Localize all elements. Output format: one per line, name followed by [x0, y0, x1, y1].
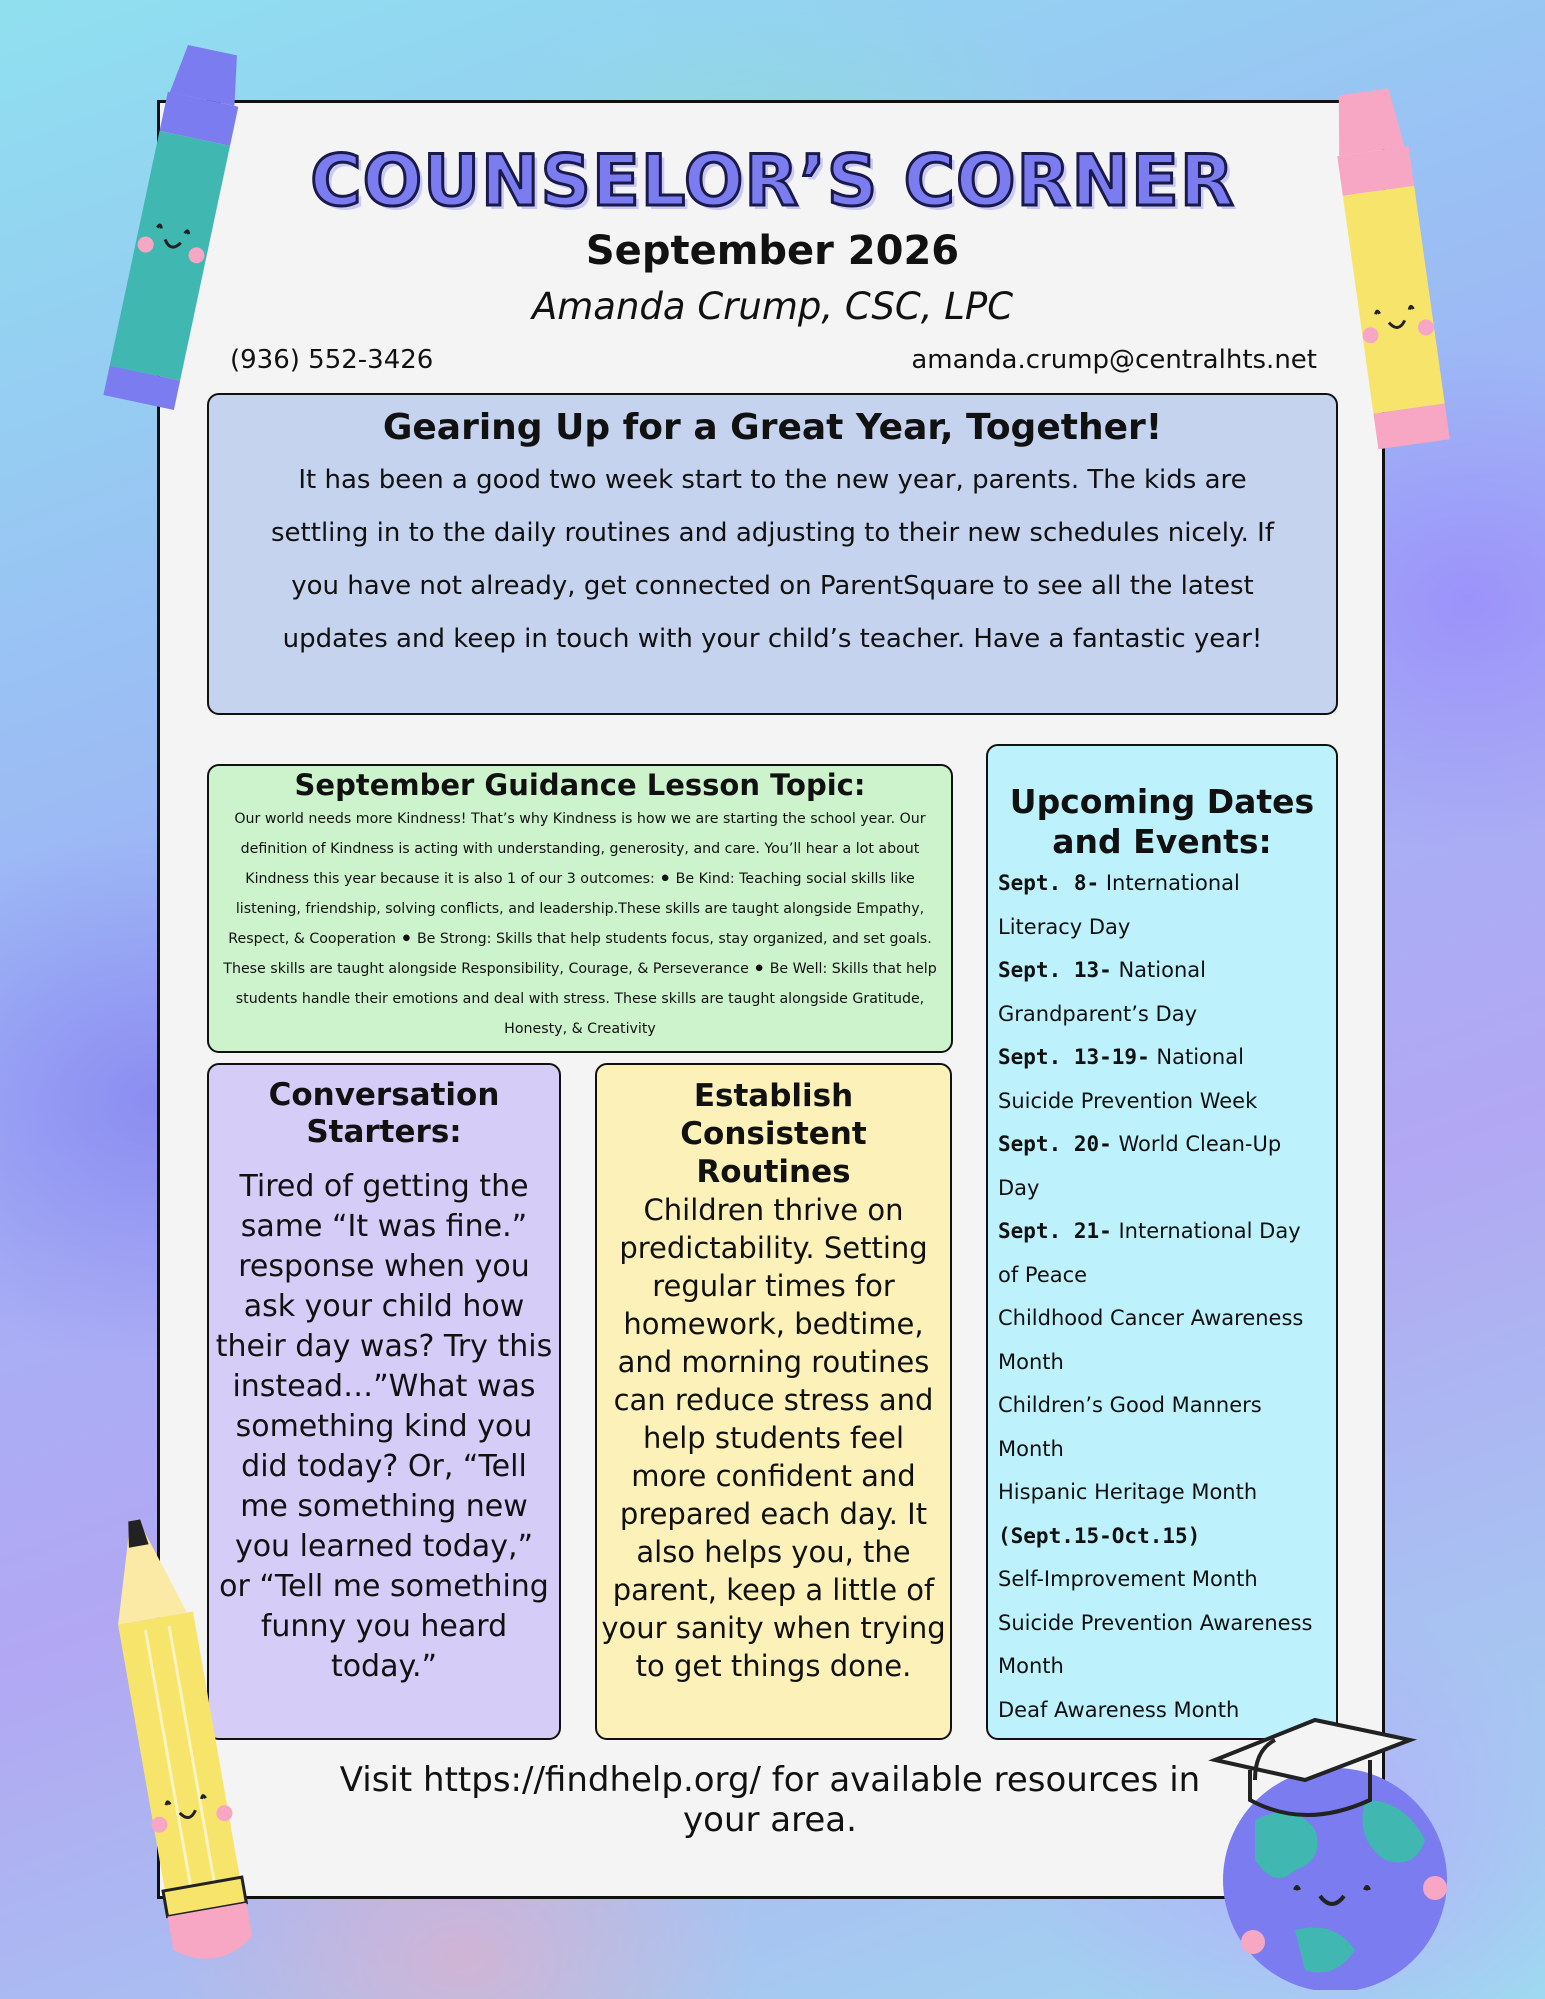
- list-item: Literacy Day: [998, 914, 1131, 939]
- list-item: Month: [998, 1436, 1064, 1461]
- crayon-icon: [1305, 80, 1475, 480]
- guidance-lesson-box: [207, 764, 953, 1053]
- intro-heading: Gearing Up for a Great Year, Together!: [382, 407, 1163, 448]
- list-item: Children’s Good Manners: [998, 1393, 1262, 1417]
- list-item: (Sept.15-Oct.15): [998, 1523, 1201, 1548]
- email-address[interactable]: amanda.crump@centralhts.net: [911, 345, 1317, 375]
- newsletter-title: COUNSELOR’S CORNER: [310, 140, 1235, 222]
- globe-graduation-cap-icon: [1195, 1700, 1465, 1990]
- list-item: Sept. 20- World Clean-Up: [998, 1132, 1282, 1156]
- crayon-icon: [88, 36, 258, 436]
- routines-heading: Establish Consistent Routines: [680, 1078, 867, 1190]
- dates-list: [998, 862, 1326, 1732]
- dates-heading: Upcoming Dates and Events:: [1009, 782, 1315, 861]
- pencil-icon: [100, 1505, 270, 1980]
- list-item: Hispanic Heritage Month: [998, 1480, 1258, 1504]
- list-item: Sept. 13- National: [998, 958, 1206, 982]
- guidance-heading: September Guidance Lesson Topic:: [294, 768, 866, 802]
- newsletter-month: September 2026: [585, 228, 960, 274]
- routines-box: [595, 1063, 952, 1740]
- list-item: Sept. 13-19- National: [998, 1045, 1244, 1069]
- upcoming-dates-box: [986, 744, 1338, 1740]
- conversation-body: Tired of getting the same “It was fine.” response when you ask your child how their day was? Try this instead…”What was something kind you did today? Or, “Tell me something new you learned today,” or “Tell me something funny you heard today.”: [215, 1169, 553, 1684]
- conversation-heading: Conversation Starters:: [268, 1077, 500, 1150]
- phone-number: (936) 552-3426: [230, 345, 434, 375]
- list-item: Childhood Cancer Awareness: [998, 1306, 1304, 1330]
- list-item: Sept. 8- International: [998, 871, 1240, 895]
- list-item: Suicide Prevention Awareness: [998, 1610, 1313, 1635]
- list-item: Day: [998, 1175, 1040, 1200]
- guidance-body: Our world needs more Kindness! That’s why Kindness is how we are starting the school year. Our definition of Kindness is acting with understanding, generosity, and care. You’ll hear a lot about Kindness this year because it is also 1 of our 3 outcomes: ⚫ Be Kind: Teaching social skills like listening, friendship, solving conflicts, and leadership.These skills are taught alongside Empathy, Respect, & Cooperation ⚫ Be Strong: Skills that help students focus, stay organized, and set goals. These skills are taught alongside Responsibility, Courage, & Perseverance ⚫ Be Well: Skills that help students handle their emotions and deal with stress. These skills are taught alongside Gratitude, Honesty, & Creativity: [223, 811, 937, 1037]
- list-item: Month: [998, 1349, 1064, 1374]
- list-item: Month: [998, 1654, 1064, 1678]
- list-item: Self-Improvement Month: [998, 1567, 1258, 1591]
- list-item: Grandparent’s Day: [998, 1001, 1198, 1026]
- intro-box: [207, 393, 1338, 715]
- intro-body: It has been a good two week start to the new year, parents. The kids are settling in to the daily routines and adjusting to their new schedules nicely. If you have not already, get connected on ParentSquare to see all the latest updates and keep in touch with your child’s teacher. Have a fantastic year!: [271, 465, 1274, 654]
- routines-body: Children thrive on predictability. Setting regular times for homework, bedtime, and morning routines can reduce stress and help students feel more confident and prepared each day. It also helps you, the parent, keep a little of your sanity when trying to get things done.: [601, 1193, 946, 1683]
- list-item: Suicide Prevention Week: [998, 1088, 1258, 1113]
- footer-resources: Visit https://findhelp.org/ for available resources in your area.: [339, 1760, 1201, 1840]
- list-item: of Peace: [998, 1262, 1088, 1287]
- counselor-name: Amanda Crump, CSC, LPC: [531, 285, 1014, 328]
- list-item: Sept. 21- International Day: [998, 1219, 1301, 1243]
- list-item: Deaf Awareness Month: [998, 1697, 1240, 1722]
